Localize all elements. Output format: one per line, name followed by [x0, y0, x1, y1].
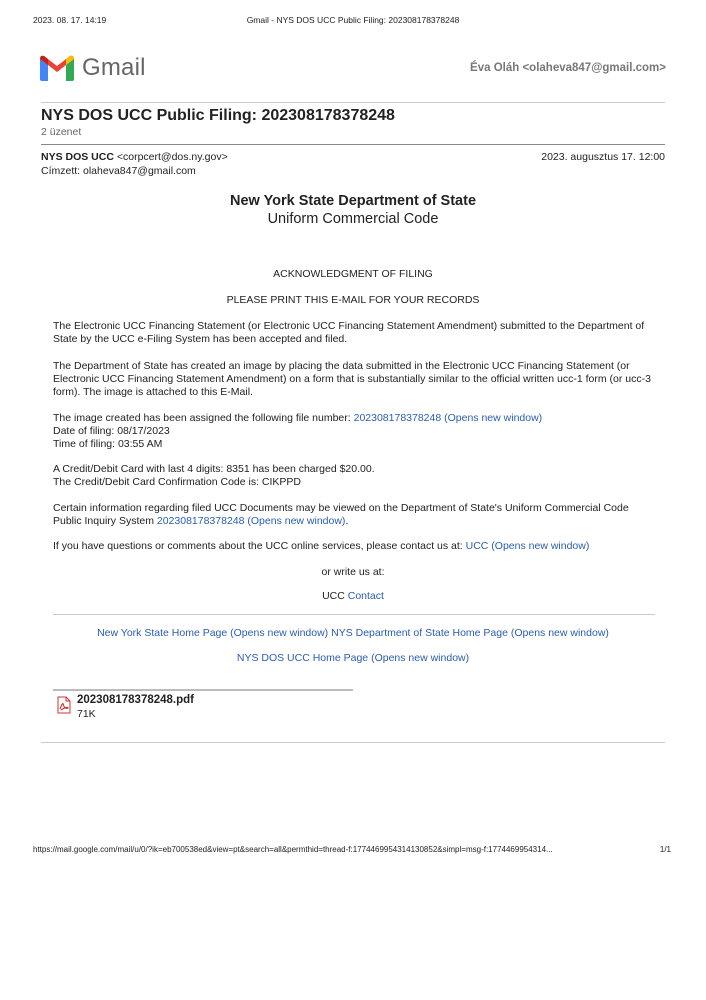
print-footer-page: 1/1 [659, 845, 671, 854]
footer-divider [41, 742, 665, 743]
write-us-text: or write us at: [321, 566, 385, 578]
body-divider [53, 614, 655, 615]
ucc-contact-line [0, 590, 706, 603]
thread-subject: NYS DOS UCC Public Filing: 202308178378248 [41, 107, 395, 124]
accepted-paragraph: The Electronic UCC Financing Statement (or Electronic UCC Financing Statement Amendment) submitted to the Department of State by the UCC e-Filing System has been accepted and filed. [53, 320, 645, 345]
attachment-filename[interactable]: 202308178378248.pdf [77, 694, 195, 706]
org-subtitle: Uniform Commercial Code [267, 211, 439, 227]
gmail-m-icon [40, 55, 74, 81]
file-number-link[interactable]: 202308178378248 (Opens new window) [353, 412, 543, 424]
attachment-size: 71K [77, 708, 96, 720]
gmail-logo [40, 52, 146, 84]
image-paragraph: The Department of State has created an image by placing the data submitted in the Electronic UCC Financing Statement (or Electronic UCC Financing Statement Amendment) on a form that is substantially similar to the official written ucc-1 form (or ucc-3 form). The image is attached to this E-Mail. [53, 360, 651, 398]
time-of-filing: Time of filing: 03:55 AM [53, 438, 163, 450]
payment-details [53, 463, 653, 489]
file-number-text: The image created has been assigned the following file number: [53, 412, 354, 424]
print-footer-url: https://mail.google.com/mail/u/0/?ik=eb700538ed&view=pt&search=all&permthid=thread-f:1774469954314130852&simpl=msg-f:1774469954314... [33, 845, 553, 854]
sender-name: NYS DOS UCC [41, 151, 114, 163]
date-of-filing: Date of filing: 08/17/2023 [53, 425, 170, 437]
ucc-label: UCC [322, 590, 348, 602]
home-links-row [0, 627, 706, 640]
recipient: Címzett: olaheva847@gmail.com [41, 165, 196, 177]
account-name: Éva Oláh <olaheva847@gmail.com> [470, 62, 666, 74]
org-title: New York State Department of State [229, 193, 477, 209]
sender [41, 151, 228, 163]
print-notice: PLEASE PRINT THIS E-MAIL FOR YOUR RECORDS [226, 294, 480, 306]
ucc-home-link[interactable]: NYS DOS UCC Home Page (Opens new window) [236, 652, 470, 664]
inquiry-paragraph [53, 502, 653, 528]
print-page-title: Gmail - NYS DOS UCC Public Filing: 202308178378248 [246, 15, 460, 25]
print-header [0, 15, 706, 29]
ack-heading: ACKNOWLEDGMENT OF FILING [273, 268, 433, 280]
contact-text: If you have questions or comments about the UCC online services, please contact us at: [53, 540, 466, 552]
thread-divider [41, 144, 665, 145]
message-date: 2023. augusztus 17. 12:00 [541, 151, 665, 163]
dos-home-link[interactable]: NYS Department of State Home Page (Opens new window) [331, 627, 609, 639]
message-count: 2 üzenet [41, 126, 82, 138]
inquiry-text: Certain information regarding filed UCC Documents may be viewed on the Department of State's Uniform Commercial Code Public Inquiry System [53, 502, 629, 527]
nys-home-link[interactable]: New York State Home Page (Opens new window) [97, 627, 329, 639]
pdf-icon[interactable] [56, 696, 72, 714]
sender-email: <corpcert@dos.ny.gov> [116, 151, 228, 163]
inquiry-suffix: . [345, 515, 349, 527]
gmail-wordmark: Gmail [82, 54, 146, 81]
contact-paragraph [53, 540, 653, 553]
ucc-home-row [0, 652, 706, 665]
inquiry-link[interactable]: 202308178378248 (Opens new window) [156, 515, 346, 527]
filing-details [53, 412, 653, 451]
header-divider [41, 102, 665, 103]
confirmation-code: The Credit/Debit Card Confirmation Code is: CIKPPD [53, 476, 302, 488]
contact-link[interactable]: Contact [347, 590, 384, 602]
ucc-link[interactable]: UCC (Opens new window) [465, 540, 590, 552]
print-datetime: 2023. 08. 17. 14:19 [33, 15, 107, 25]
charge-text: A Credit/Debit Card with last 4 digits: 8351 has been charged $20.00. [53, 463, 375, 475]
attachment-divider [53, 689, 353, 691]
